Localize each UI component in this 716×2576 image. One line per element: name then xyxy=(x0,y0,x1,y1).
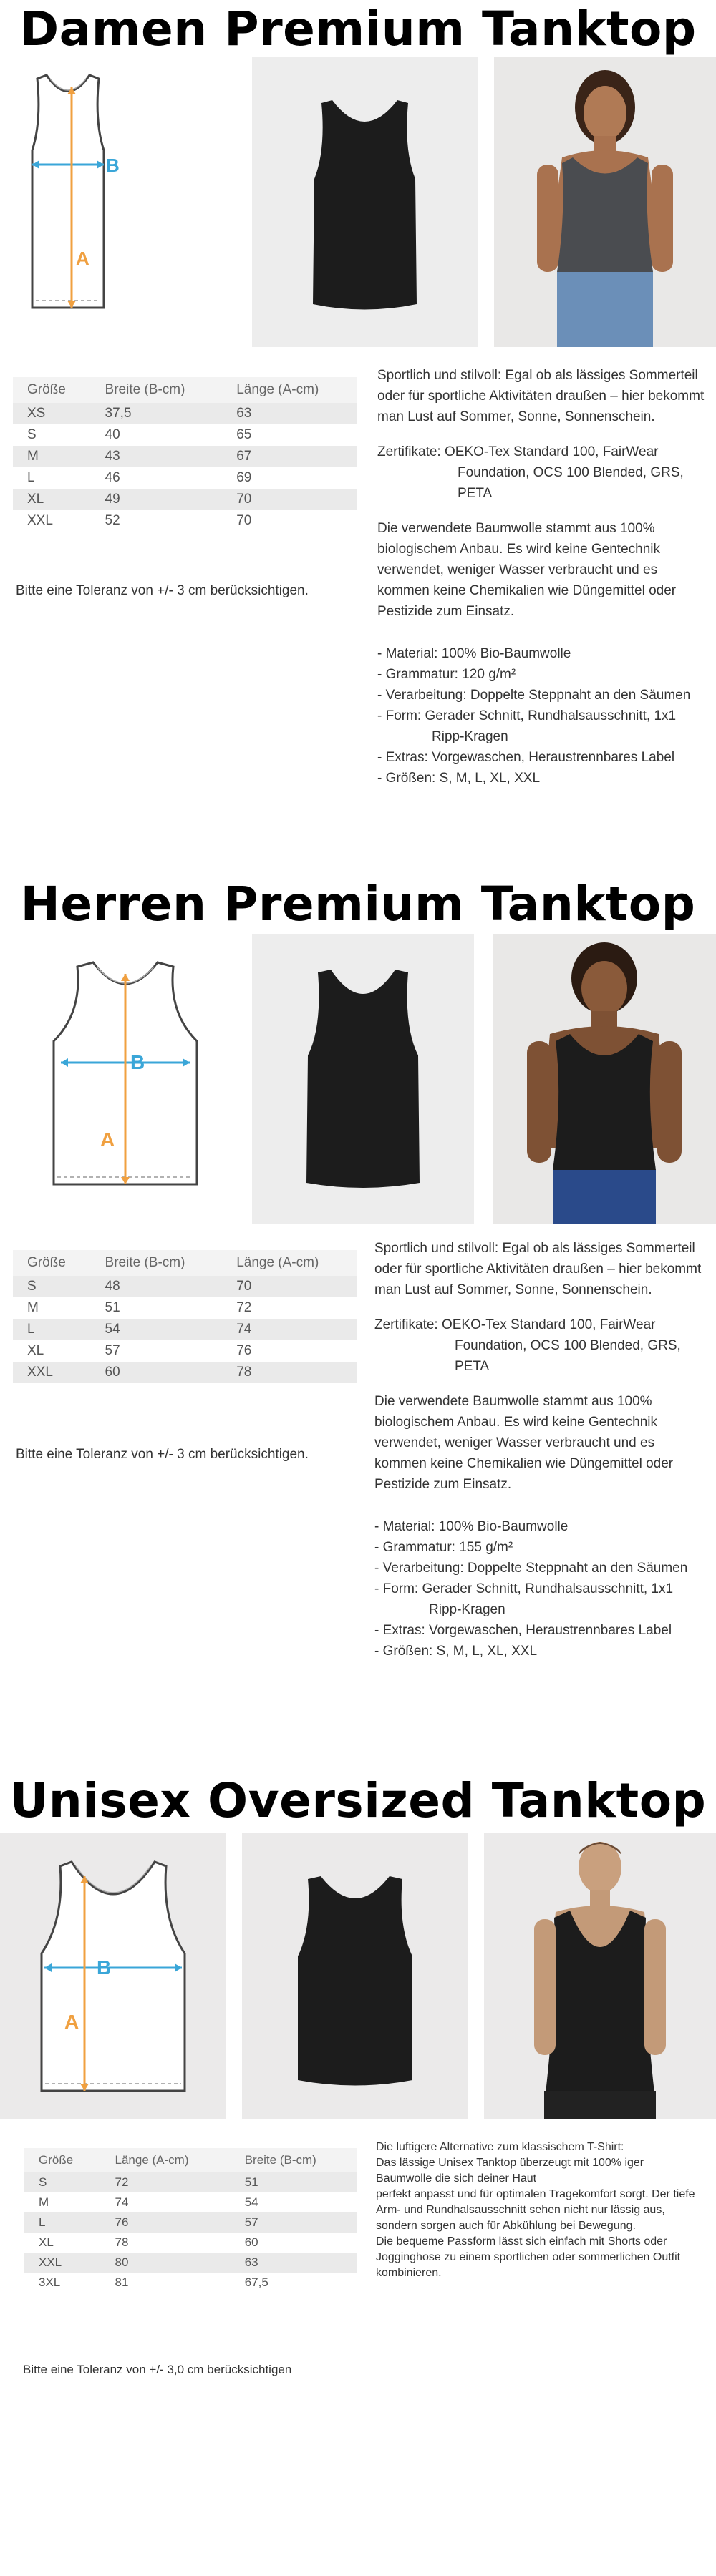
list-item: - Größen: S, M, L, XL, XXL xyxy=(377,771,541,786)
model-photo xyxy=(494,57,716,347)
model-photo xyxy=(484,1833,716,2119)
description-line: Die luftigere Alternative zum klassischem T-Shirt: xyxy=(376,2141,624,2153)
cell: 67,5 xyxy=(231,2273,357,2293)
cell: 43 xyxy=(91,446,223,467)
cell: 78 xyxy=(101,2233,231,2253)
size-diagram xyxy=(14,57,122,329)
cotton-text: Die verwendete Baumwolle stammt aus 100% biologischem Anbau. Es wird keine Gentechnik verwendet, weniger Wasser verbraucht und es kommen keine Chemikalien wie Düngemittel oder Pestizide zum Einsatz. xyxy=(374,1394,674,1492)
cell: 72 xyxy=(101,2172,231,2192)
list-item: - Grammatur: 155 g/m² xyxy=(374,1540,513,1555)
cell: 3XL xyxy=(24,2273,101,2293)
cell: 70 xyxy=(222,489,357,510)
list-item: - Extras: Vorgewaschen, Heraustrennbares Label xyxy=(377,750,675,765)
cell: S xyxy=(24,2172,101,2192)
cell: 40 xyxy=(91,424,223,446)
description-line: perfekt anpasst und für optimalen Tragekomfort sorgt. Der tiefe Arm- und Rundhalsausschnitt sehen nicht nur lässig aus, sondern sorgen auch für Abkühlung bei Bewegung. xyxy=(376,2188,695,2232)
list-item: - Extras: Vorgewaschen, Heraustrennbares Label xyxy=(374,1623,672,1638)
cell: 60 xyxy=(231,2233,357,2253)
cell: 54 xyxy=(91,1319,223,1340)
section-title: Herren Premium Tanktop xyxy=(20,877,696,932)
size-diagram xyxy=(14,934,236,1206)
table-row xyxy=(13,1276,357,1297)
cell: 57 xyxy=(231,2212,357,2233)
cell: XXL xyxy=(13,1362,91,1383)
table-row xyxy=(13,1340,357,1362)
tolerance-note: Bitte eine Toleranz von +/- 3,0 cm berücksichtigen xyxy=(23,2363,292,2376)
table-row xyxy=(13,1319,357,1340)
table-row xyxy=(13,489,357,510)
certificates-text: Zertifikate: OEKO-Tex Standard 100, FairWear Foundation, OCS 100 Blended, GRS, PETA xyxy=(374,1317,681,1374)
size-table xyxy=(24,2148,357,2293)
cell: 57 xyxy=(91,1340,223,1362)
cell: S xyxy=(13,424,91,446)
cell: M xyxy=(13,1297,91,1319)
model-man-icon xyxy=(493,934,716,1224)
tanktop-black-icon xyxy=(242,1833,468,2119)
cell: XL xyxy=(13,1340,91,1362)
product-photo-flat xyxy=(242,1833,468,2119)
model-woman-icon xyxy=(494,57,716,347)
table-row xyxy=(13,424,357,446)
column-header: Breite (B-cm) xyxy=(91,1250,223,1276)
tanktop-outline-icon xyxy=(14,57,122,329)
label-a: A xyxy=(64,2011,79,2033)
cell: L xyxy=(24,2212,101,2233)
cell: L xyxy=(13,467,91,489)
cell: 69 xyxy=(222,467,357,489)
section-unisex xyxy=(0,1767,716,2569)
cell: 37,5 xyxy=(91,403,223,424)
cell: 46 xyxy=(91,467,223,489)
size-table xyxy=(13,377,357,532)
cell: M xyxy=(24,2192,101,2212)
column-header: Breite (B-cm) xyxy=(91,377,223,403)
table-row xyxy=(13,1362,357,1383)
list-item: - Material: 100% Bio-Baumwolle xyxy=(374,1519,569,1534)
section-damen xyxy=(0,0,716,866)
label-a: A xyxy=(76,248,90,269)
cell: 49 xyxy=(91,489,223,510)
model-man-icon xyxy=(484,1833,716,2119)
list-item: - Form: Gerader Schnitt, Rundhalsausschnitt, 1x1 Ripp-Kragen xyxy=(377,708,677,744)
table-row xyxy=(24,2212,357,2233)
product-description xyxy=(377,365,707,789)
cell: 48 xyxy=(91,1276,223,1297)
column-header: Größe xyxy=(13,377,91,403)
cell: 81 xyxy=(101,2273,231,2293)
label-b: B xyxy=(97,1956,112,1979)
cell: 78 xyxy=(222,1362,357,1383)
size-diagram xyxy=(0,1833,226,2119)
cell: 67 xyxy=(222,446,357,467)
tanktop-outline-icon xyxy=(14,934,236,1206)
cell: S xyxy=(13,1276,91,1297)
label-a: A xyxy=(100,1128,115,1151)
product-description xyxy=(376,2140,702,2281)
cell: M xyxy=(13,446,91,467)
description-line: Das lässige Unisex Tanktop überzeugt mit 100% iger Baumwolle die sich deiner Haut xyxy=(376,2157,644,2185)
section-title: Unisex Oversized Tanktop xyxy=(9,1773,707,1828)
column-header: Länge (A-cm) xyxy=(222,377,357,403)
list-item: - Grammatur: 120 g/m² xyxy=(377,667,516,682)
cotton-text: Die verwendete Baumwolle stammt aus 100% biologischem Anbau. Es wird keine Gentechnik verwendet, weniger Wasser verbraucht und es kommen keine Chemikalien wie Düngemittel oder Pestizide zum Einsatz. xyxy=(377,521,677,619)
list-item: - Material: 100% Bio-Baumwolle xyxy=(377,646,571,661)
table-row xyxy=(24,2172,357,2192)
column-header: Länge (A-cm) xyxy=(101,2148,231,2172)
tanktop-black-icon xyxy=(252,57,478,347)
cell: 76 xyxy=(222,1340,357,1362)
cell: 52 xyxy=(91,510,223,532)
cell: 70 xyxy=(222,1276,357,1297)
intro-text: Sportlich und stilvoll: Egal ob als lässiges Sommerteil oder für sportliche Aktivitäten draußen – hier bekommt man Lust auf Sommer, Sonne, Sonnenschein. xyxy=(377,368,705,424)
cell: XL xyxy=(13,489,91,510)
tolerance-note: Bitte eine Toleranz von +/- 3 cm berücksichtigen. xyxy=(16,583,309,598)
product-description xyxy=(374,1238,705,1662)
list-item: - Form: Gerader Schnitt, Rundhalsausschnitt, 1x1 Ripp-Kragen xyxy=(374,1581,674,1617)
cell: 63 xyxy=(222,403,357,424)
intro-text: Sportlich und stilvoll: Egal ob als lässiges Sommerteil oder für sportliche Aktivitäten draußen – hier bekommt man Lust auf Sommer, Sonne, Sonnenschein. xyxy=(374,1241,702,1297)
cell: 63 xyxy=(231,2253,357,2273)
feature-list xyxy=(377,643,707,789)
cell: XL xyxy=(24,2233,101,2253)
cell: 51 xyxy=(91,1297,223,1319)
column-header: Breite (B-cm) xyxy=(231,2148,357,2172)
list-item: - Größen: S, M, L, XL, XXL xyxy=(374,1644,538,1659)
cell: XXL xyxy=(24,2253,101,2273)
cell: 76 xyxy=(101,2212,231,2233)
feature-list xyxy=(374,1516,705,1662)
label-b: B xyxy=(106,155,120,176)
cell: L xyxy=(13,1319,91,1340)
table-row xyxy=(24,2253,357,2273)
section-title: Damen Premium Tanktop xyxy=(19,1,697,57)
cell: 65 xyxy=(222,424,357,446)
table-row xyxy=(24,2273,357,2293)
certificates-text: Zertifikate: OEKO-Tex Standard 100, FairWear Foundation, OCS 100 Blended, GRS, PETA xyxy=(377,444,684,501)
table-row xyxy=(13,403,357,424)
size-table xyxy=(13,1250,357,1383)
cell: 74 xyxy=(101,2192,231,2212)
cell: 74 xyxy=(222,1319,357,1340)
cell: XXL xyxy=(13,510,91,532)
column-header: Länge (A-cm) xyxy=(222,1250,357,1276)
cell: XS xyxy=(13,403,91,424)
product-photo-flat xyxy=(252,57,478,347)
cell: 60 xyxy=(91,1362,223,1383)
table-row xyxy=(24,2233,357,2253)
cell: 80 xyxy=(101,2253,231,2273)
section-herren xyxy=(0,877,716,1757)
cell: 54 xyxy=(231,2192,357,2212)
table-row xyxy=(13,467,357,489)
model-photo xyxy=(493,934,716,1224)
table-row xyxy=(24,2192,357,2212)
table-row xyxy=(13,510,357,532)
tanktop-outline-icon xyxy=(0,1833,226,2119)
product-photo-flat xyxy=(252,934,474,1224)
table-row xyxy=(13,1297,357,1319)
cell: 70 xyxy=(222,510,357,532)
list-item: - Verarbeitung: Doppelte Steppnaht an den Säumen xyxy=(377,688,691,703)
list-item: - Verarbeitung: Doppelte Steppnaht an den Säumen xyxy=(374,1561,688,1576)
tanktop-black-icon xyxy=(252,934,474,1224)
label-b: B xyxy=(130,1051,145,1073)
cell: 72 xyxy=(222,1297,357,1319)
column-header: Größe xyxy=(24,2148,101,2172)
tolerance-note: Bitte eine Toleranz von +/- 3 cm berücksichtigen. xyxy=(16,1447,309,1462)
table-row xyxy=(13,446,357,467)
cell: 51 xyxy=(231,2172,357,2192)
description-line: Die bequeme Passform lässt sich einfach mit Shorts oder Jogginghose zu einem sportlichen oder sommerlichen Outfit kombinieren. xyxy=(376,2235,681,2279)
column-header: Größe xyxy=(13,1250,91,1276)
